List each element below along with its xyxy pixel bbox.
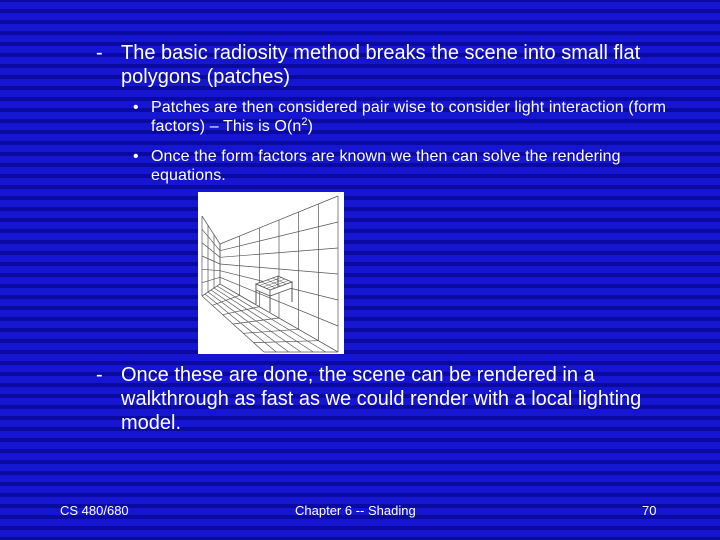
- bullet-text: Once these are done, the scene can be rendered in a walkthrough as fast as we could render with a local lighting model.: [121, 364, 642, 434]
- dash-marker: -: [96, 42, 103, 64]
- sub-bullet-rendering-equations: [133, 147, 693, 185]
- footer-page-number: 70: [642, 503, 657, 518]
- footer-chapter: Chapter 6 -- Shading: [295, 503, 416, 518]
- bullet-basic-radiosity: [96, 41, 686, 89]
- bullet-marker: •: [133, 148, 139, 165]
- sub-bullet-text-main: Patches are then considered pair wise to consider light interaction (form factors) – This is O(n: [151, 99, 667, 135]
- bullet-marker: •: [133, 99, 139, 116]
- dash-marker: -: [96, 364, 103, 386]
- bullet-walkthrough: [96, 363, 686, 435]
- sub-bullet-text: [151, 98, 693, 136]
- superscript-exponent: 2: [301, 116, 308, 128]
- bullet-text: The basic radiosity method breaks the scene into small flat polygons (patches): [121, 42, 641, 88]
- radiosity-room-with-table-icon: [198, 192, 344, 354]
- sub-bullet-text: Once the form factors are known we then can solve the rendering equations.: [151, 148, 621, 184]
- room-diagram: [198, 192, 344, 354]
- sub-bullet-text-end: ): [307, 118, 314, 135]
- sub-bullet-form-factors: [133, 98, 693, 136]
- footer-course: CS 480/680: [60, 503, 129, 518]
